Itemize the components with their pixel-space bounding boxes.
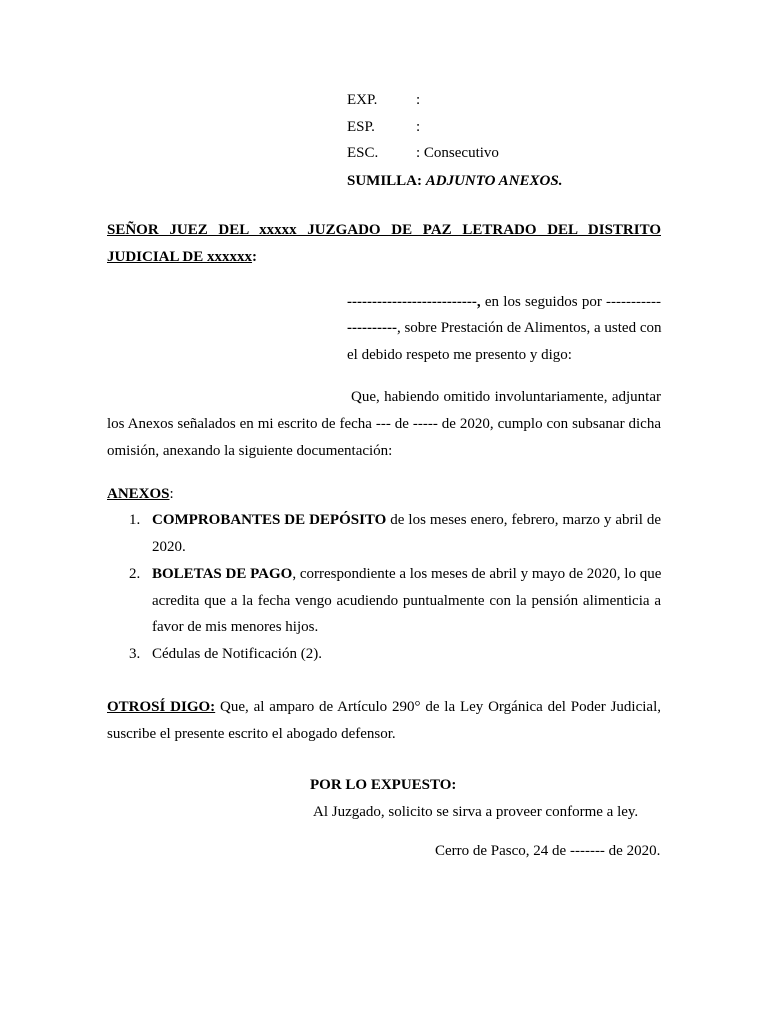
body-line-2: los Anexos señalados en mi escrito de fecha --- de ----- de 2020, cumplo con subsanar dicha	[107, 416, 661, 432]
intro-name-dashes: --------------------------,	[347, 294, 481, 310]
intro-line-2-dashes: ----------	[347, 320, 397, 336]
closing-request: Al Juzgado, solicito se sirva a proveer conforme a ley.	[313, 804, 639, 820]
addressee-line-2	[107, 249, 257, 266]
otrosi-line-1	[107, 699, 661, 716]
anexos-colon: :	[169, 486, 174, 502]
intro-line-1	[347, 294, 661, 311]
esc-value: : Consecutivo	[416, 145, 499, 161]
place-date: Cerro de Pasco, 24 de ------- de 2020.	[435, 843, 661, 859]
esp-label: ESP.	[347, 119, 375, 135]
otrosi-line-2: suscribe el presente escrito el abogado defensor.	[107, 726, 396, 742]
anexo-1-number: 1.	[129, 512, 141, 528]
addressee-colon: :	[252, 249, 258, 265]
anexo-2-bold: BOLETAS DE PAGO	[152, 566, 293, 582]
closing-title: POR LO EXPUESTO:	[310, 777, 457, 793]
intro-line-1-rest: en los seguidos por -----------	[484, 294, 662, 310]
intro-line-2-rest: , sobre Prestación de Alimentos, a usted con	[396, 320, 662, 336]
anexo-2-line-2: acredita que a la fecha vengo acudiendo puntualmente con la pensión alimenticia a	[152, 593, 661, 609]
anexos-heading	[107, 486, 174, 503]
addressee-line-1: SEÑOR JUEZ DEL xxxxx JUZGADO DE PAZ LETRADO DEL DISTRITO	[107, 222, 661, 238]
anexo-1-line-2: 2020.	[152, 539, 186, 555]
anexo-3-text: Cédulas de Notificación (2).	[152, 646, 322, 662]
anexo-1-line-1-rest: de los meses enero, febrero, marzo y abril de	[386, 512, 661, 528]
esc-label: ESC.	[347, 145, 379, 161]
intro-line-2	[347, 320, 661, 337]
anexo-3-number: 3.	[129, 646, 141, 662]
body-line-3: omisión, anexando la siguiente documentación:	[107, 443, 393, 459]
anexos-title: ANEXOS	[107, 486, 170, 502]
exp-label: EXP.	[347, 92, 378, 108]
otrosi-label: OTROSÍ DIGO:	[107, 699, 216, 715]
addressee-judicial: JUDICIAL DE xxxxxx	[107, 249, 253, 265]
esp-colon: :	[416, 119, 421, 135]
body-line-1: Que, habiendo omitido involuntariamente, adjuntar	[351, 389, 661, 405]
exp-colon: :	[416, 92, 421, 108]
otrosi-line-1-rest: Que, al amparo de Artículo 290° de la Ley Orgánica del Poder Judicial,	[215, 699, 661, 715]
anexo-2-line-3: favor de mis menores hijos.	[152, 619, 319, 635]
anexo-2-line-1-rest: , correspondiente a los meses de abril y mayo de 2020, lo que	[292, 566, 662, 582]
sumilla-label: SUMILLA:	[347, 173, 423, 189]
anexo-1-line-1	[152, 512, 661, 529]
intro-line-3: el debido respeto me presento y digo:	[347, 347, 572, 363]
sumilla-value: ADJUNTO ANEXOS.	[425, 173, 563, 189]
anexo-2-number: 2.	[129, 566, 141, 582]
sumilla-line	[347, 173, 562, 190]
anexo-2-line-1	[152, 566, 661, 583]
anexo-1-bold: COMPROBANTES DE DEPÓSITO	[152, 512, 387, 528]
